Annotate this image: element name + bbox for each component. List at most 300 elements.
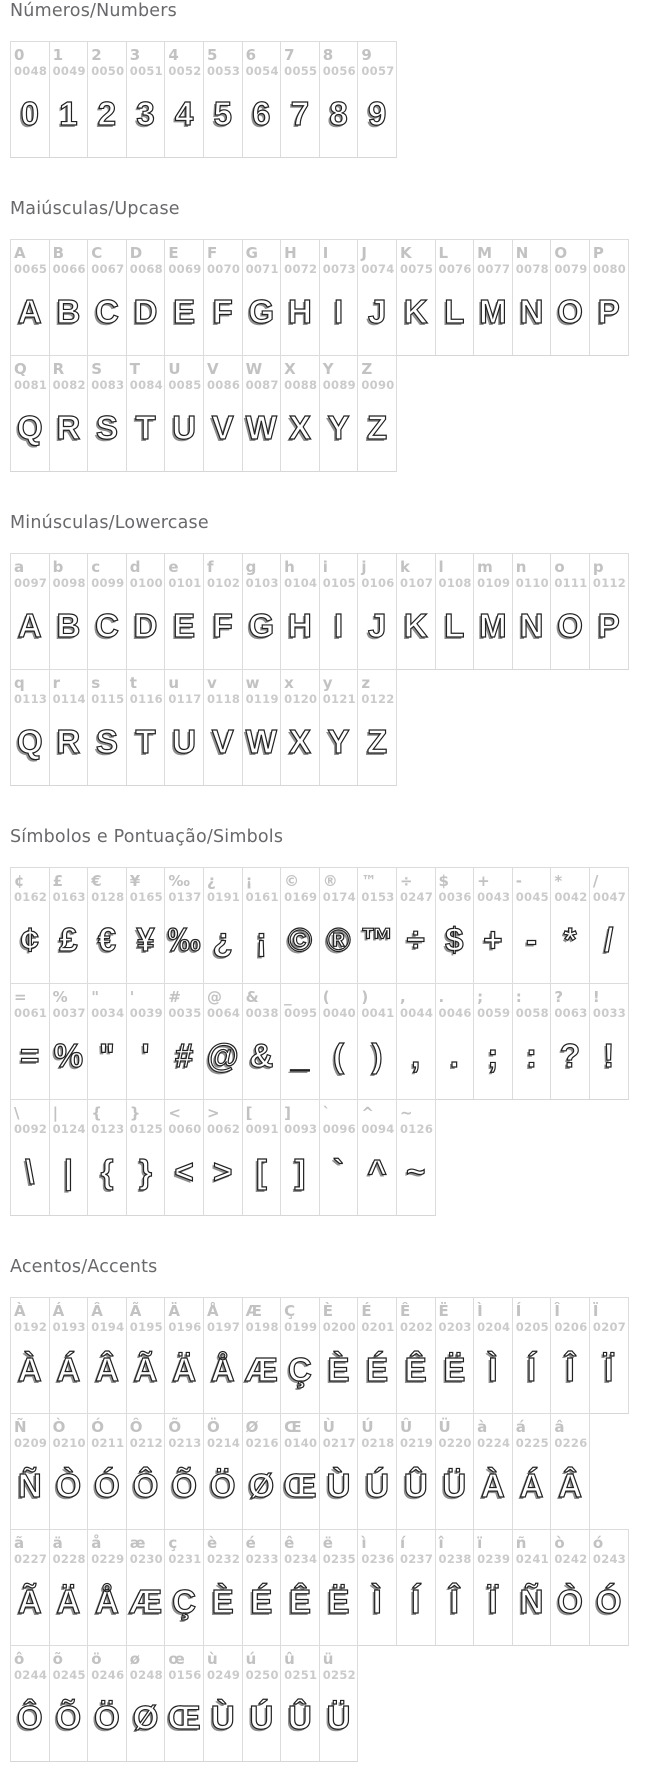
cell-unicode-code: 0035 — [168, 1006, 202, 1020]
cell-character-label: ñ — [515, 1534, 527, 1552]
cell-character-label: O — [554, 244, 568, 262]
cell-character-label: Ï — [592, 1302, 599, 1320]
cell-character-label: i — [322, 558, 328, 576]
cell-glyph-preview: 1 — [59, 95, 78, 132]
cell-unicode-code: 0051 — [129, 64, 163, 78]
cell-glyph-preview: ! — [603, 1037, 615, 1074]
cell-character-label: ê — [284, 1534, 295, 1552]
character-cell — [242, 1298, 281, 1413]
character-row — [10, 1297, 629, 1414]
cell-character-label: a — [14, 558, 25, 576]
cell-glyph-preview: O — [557, 293, 583, 330]
cell-unicode-code: 0074 — [361, 262, 395, 276]
cell-unicode-code: 0234 — [284, 1552, 318, 1566]
cell-character-label: ¿ — [206, 872, 216, 890]
character-cell — [396, 554, 435, 669]
character-cell — [11, 984, 49, 1099]
cell-glyph-preview: L — [444, 293, 465, 330]
character-cell — [203, 984, 242, 1099]
cell-unicode-code: 0241 — [515, 1552, 549, 1566]
cell-character-label: Ô — [129, 1418, 143, 1436]
cell-glyph-preview: % — [53, 1037, 84, 1074]
character-cell — [87, 868, 126, 983]
cell-character-label: b — [52, 558, 64, 576]
character-cell — [512, 1530, 551, 1645]
cell-unicode-code: 0061 — [14, 1006, 48, 1020]
cell-unicode-code: 0156 — [168, 1668, 202, 1682]
cell-unicode-code: 0067 — [91, 262, 125, 276]
cell-glyph-preview: Ó — [595, 1583, 622, 1620]
cell-glyph-preview: F — [212, 607, 233, 644]
character-cell — [280, 984, 319, 1099]
character-cell — [11, 1646, 49, 1761]
character-cell — [396, 1414, 435, 1529]
cell-character-label: Å — [206, 1302, 219, 1320]
cell-unicode-code: 0049 — [52, 64, 86, 78]
cell-glyph-preview: ¥ — [136, 921, 155, 958]
character-row — [10, 983, 629, 1100]
character-row — [10, 239, 629, 356]
character-cell — [87, 1530, 126, 1645]
cell-unicode-code: 0235 — [322, 1552, 356, 1566]
cell-character-label: é — [245, 1534, 256, 1552]
character-cell — [512, 984, 551, 1099]
cell-unicode-code: 0080 — [592, 262, 627, 276]
cell-unicode-code: 0212 — [129, 1436, 163, 1450]
cell-glyph-preview: Î — [449, 1583, 459, 1620]
cell-unicode-code: 0093 — [284, 1122, 318, 1136]
cell-glyph-preview: Â — [95, 1351, 119, 1388]
cell-character-label: £ — [52, 872, 64, 890]
cell-character-label: 8 — [322, 46, 334, 64]
cell-unicode-code: 0111 — [554, 576, 588, 590]
cell-glyph-preview: P — [597, 607, 620, 644]
cell-character-label: . — [438, 988, 445, 1006]
cell-character-label: ø — [129, 1650, 141, 1668]
cell-character-label: è — [206, 1534, 218, 1552]
cell-glyph-preview: X — [288, 409, 311, 446]
cell-character-label: î — [438, 1534, 444, 1552]
cell-glyph-preview: Ì — [372, 1583, 382, 1620]
cell-unicode-code: 0039 — [129, 1006, 163, 1020]
cell-unicode-code: 0082 — [52, 378, 86, 392]
character-cell — [280, 1100, 319, 1215]
section-lowercase — [10, 471, 661, 786]
cell-character-label: S — [91, 360, 102, 378]
cell-unicode-code: 0246 — [91, 1668, 125, 1682]
cell-unicode-code: 0119 — [245, 692, 279, 706]
character-cell — [550, 1530, 589, 1645]
cell-character-label: , — [399, 988, 406, 1006]
character-row — [10, 1099, 436, 1216]
character-grid — [10, 867, 661, 1216]
cell-unicode-code: 0084 — [129, 378, 163, 392]
cell-glyph-preview: Q — [16, 409, 43, 446]
cell-unicode-code: 0200 — [322, 1320, 356, 1334]
character-cell — [280, 868, 319, 983]
cell-unicode-code: 0103 — [245, 576, 279, 590]
cell-character-label: 0 — [14, 46, 25, 64]
character-cell — [319, 554, 358, 669]
cell-character-label: ï — [477, 1534, 483, 1552]
section-title: Minúsculas/Lowercase — [10, 513, 209, 533]
cell-unicode-code: 0122 — [361, 692, 395, 706]
cell-character-label: y — [322, 674, 333, 692]
character-cell — [357, 356, 396, 471]
character-cell — [280, 554, 319, 669]
cell-glyph-preview: , — [411, 1037, 421, 1074]
cell-glyph-preview: ' — [141, 1037, 150, 1074]
cell-unicode-code: 0225 — [515, 1436, 549, 1450]
cell-character-label: x — [284, 674, 294, 692]
cell-character-label: Ü — [438, 1418, 451, 1436]
character-cell — [357, 554, 396, 669]
cell-glyph-preview: È — [211, 1583, 234, 1620]
cell-character-label: W — [245, 360, 263, 378]
cell-character-label: û — [284, 1650, 295, 1668]
cell-unicode-code: 0112 — [592, 576, 627, 590]
cell-character-label: œ — [168, 1650, 185, 1668]
cell-glyph-preview: $ — [445, 921, 464, 958]
character-cell — [203, 356, 242, 471]
cell-unicode-code: 0076 — [438, 262, 472, 276]
cell-glyph-preview: Ê — [404, 1351, 427, 1388]
character-cell — [550, 240, 589, 355]
cell-glyph-preview: } — [139, 1153, 152, 1190]
cell-glyph-preview: T — [135, 723, 156, 760]
cell-glyph-preview: L — [444, 607, 465, 644]
character-cell — [396, 240, 435, 355]
cell-glyph-preview: + — [483, 921, 503, 958]
character-cell — [435, 984, 474, 1099]
cell-glyph-preview: Æ — [129, 1583, 163, 1620]
cell-character-label: z — [361, 674, 371, 692]
cell-unicode-code: 0081 — [14, 378, 48, 392]
cell-unicode-code: 0220 — [438, 1436, 472, 1450]
cell-unicode-code: 0059 — [477, 1006, 511, 1020]
cell-character-label: 5 — [206, 46, 218, 64]
cell-character-label: Ä — [168, 1302, 180, 1320]
character-cell — [396, 1298, 435, 1413]
cell-character-label: " — [91, 988, 100, 1006]
cell-character-label: > — [206, 1104, 220, 1122]
cell-glyph-preview: [ — [255, 1153, 267, 1190]
cell-glyph-preview: Ú — [249, 1699, 274, 1736]
cell-glyph-preview: ` — [333, 1153, 345, 1190]
cell-character-label: u — [168, 674, 180, 692]
cell-character-label: È — [322, 1302, 333, 1320]
character-cell — [473, 1414, 512, 1529]
character-cell — [357, 1530, 396, 1645]
character-cell — [473, 240, 512, 355]
cell-character-label: J — [361, 244, 367, 262]
cell-character-label: C — [91, 244, 103, 262]
character-cell — [126, 1646, 165, 1761]
character-cell — [164, 356, 203, 471]
cell-glyph-preview: . — [449, 1037, 459, 1074]
cell-glyph-preview: Q — [16, 723, 43, 760]
character-cell — [164, 1530, 203, 1645]
cell-unicode-code: 0228 — [52, 1552, 86, 1566]
cell-character-label: ) — [361, 988, 369, 1006]
cell-unicode-code: 0116 — [129, 692, 163, 706]
cell-glyph-preview: Ú — [365, 1467, 390, 1504]
character-cell — [589, 240, 628, 355]
character-cell — [11, 356, 49, 471]
cell-character-label: E — [168, 244, 179, 262]
cell-character-label: m — [477, 558, 493, 576]
cell-unicode-code: 0102 — [206, 576, 241, 590]
cell-character-label: Á — [52, 1302, 65, 1320]
cell-glyph-preview: Å — [95, 1583, 119, 1620]
cell-unicode-code: 0124 — [52, 1122, 86, 1136]
character-cell — [126, 1414, 165, 1529]
character-cell — [164, 554, 203, 669]
cell-unicode-code: 0174 — [322, 890, 356, 904]
cell-unicode-code: 0079 — [554, 262, 588, 276]
cell-glyph-preview: Ö — [94, 1699, 120, 1736]
cell-glyph-preview: É — [366, 1351, 389, 1388]
character-cell — [49, 1646, 88, 1761]
character-cell — [87, 356, 126, 471]
cell-unicode-code: 0252 — [322, 1668, 356, 1682]
cell-character-label: ; — [477, 988, 484, 1006]
cell-unicode-code: 0227 — [14, 1552, 48, 1566]
character-cell — [126, 356, 165, 471]
cell-unicode-code: 0090 — [361, 378, 395, 392]
character-cell — [512, 1298, 551, 1413]
cell-unicode-code: 0052 — [168, 64, 202, 78]
cell-unicode-code: 0193 — [52, 1320, 86, 1334]
cell-character-label: æ — [129, 1534, 146, 1552]
cell-unicode-code: 0118 — [206, 692, 241, 706]
character-cell — [126, 42, 165, 157]
cell-glyph-preview: Æ — [244, 1351, 278, 1388]
cell-glyph-preview: { — [100, 1153, 114, 1190]
cell-character-label: Æ — [245, 1302, 262, 1320]
character-cell — [319, 984, 358, 1099]
sections-container — [10, 0, 661, 1762]
cell-glyph-preview: ™ — [360, 921, 394, 958]
cell-unicode-code: 0153 — [361, 890, 395, 904]
cell-glyph-preview: < — [174, 1153, 194, 1190]
character-cell — [242, 1646, 281, 1761]
cell-unicode-code: 0196 — [168, 1320, 202, 1334]
character-cell — [49, 984, 88, 1099]
cell-glyph-preview: D — [133, 607, 158, 644]
cell-unicode-code: 0192 — [14, 1320, 48, 1334]
character-cell — [280, 356, 319, 471]
cell-character-label: 6 — [245, 46, 256, 64]
cell-glyph-preview: " — [99, 1037, 115, 1074]
cell-glyph-preview: - — [526, 921, 538, 958]
cell-unicode-code: 0238 — [438, 1552, 472, 1566]
cell-unicode-code: 0199 — [284, 1320, 318, 1334]
cell-character-label: á — [515, 1418, 526, 1436]
cell-character-label: Y — [322, 360, 334, 378]
cell-character-label: 3 — [129, 46, 141, 64]
cell-character-label: g — [245, 558, 257, 576]
cell-unicode-code: 0209 — [14, 1436, 48, 1450]
cell-glyph-preview: B — [56, 293, 81, 330]
cell-character-label: M — [477, 244, 493, 262]
cell-character-label: ' — [129, 988, 135, 1006]
character-cell — [126, 1298, 165, 1413]
cell-glyph-preview: C — [95, 293, 119, 330]
cell-character-label: \ — [14, 1104, 20, 1122]
cell-glyph-preview: M — [479, 607, 507, 644]
character-cell — [473, 868, 512, 983]
cell-glyph-preview: ^ — [367, 1153, 387, 1190]
character-row — [10, 867, 629, 984]
character-cell — [49, 1414, 88, 1529]
cell-unicode-code: 0250 — [245, 1668, 279, 1682]
cell-character-label: ¢ — [14, 872, 25, 890]
cell-glyph-preview: S — [95, 409, 118, 446]
cell-unicode-code: 0101 — [168, 576, 202, 590]
cell-unicode-code: 0110 — [515, 576, 549, 590]
character-cell — [87, 240, 126, 355]
character-cell — [126, 1100, 165, 1215]
cell-unicode-code: 0077 — [477, 262, 511, 276]
character-cell — [319, 868, 358, 983]
character-grid — [10, 1297, 661, 1762]
cell-glyph-preview: Œ — [283, 1467, 317, 1504]
cell-glyph-preview: ? — [560, 1037, 581, 1074]
character-cell — [512, 554, 551, 669]
cell-glyph-preview: ® — [326, 921, 351, 958]
cell-glyph-preview: Å — [210, 1351, 235, 1388]
cell-glyph-preview: J — [367, 607, 387, 644]
character-cell — [203, 1100, 242, 1215]
section-upcase — [10, 157, 661, 472]
cell-unicode-code: 0211 — [91, 1436, 125, 1450]
cell-unicode-code: 0062 — [206, 1122, 241, 1136]
cell-glyph-preview: R — [56, 723, 81, 760]
cell-unicode-code: 0224 — [477, 1436, 511, 1450]
character-cell — [164, 1298, 203, 1413]
cell-glyph-preview: ÷ — [406, 921, 425, 958]
cell-character-label: 7 — [284, 46, 295, 64]
character-cell — [87, 42, 126, 157]
character-cell — [49, 868, 88, 983]
cell-glyph-preview: E — [173, 293, 196, 330]
cell-glyph-preview: Ã — [17, 1583, 42, 1620]
cell-unicode-code: 0169 — [284, 890, 318, 904]
cell-character-label: ó — [592, 1534, 604, 1552]
character-cell — [11, 240, 49, 355]
cell-unicode-code: 0075 — [399, 262, 434, 276]
cell-unicode-code: 0087 — [245, 378, 279, 392]
cell-character-label: : — [515, 988, 522, 1006]
cell-glyph-preview: M — [479, 293, 507, 330]
character-cell — [357, 1414, 396, 1529]
cell-glyph-preview: A — [17, 607, 42, 644]
cell-glyph-preview: Á — [519, 1467, 544, 1504]
cell-unicode-code: 0198 — [245, 1320, 279, 1334]
character-cell — [512, 240, 551, 355]
character-cell — [203, 554, 242, 669]
cell-glyph-preview: ¡ — [255, 921, 267, 958]
cell-glyph-preview: & — [249, 1037, 274, 1074]
character-cell — [242, 670, 281, 785]
cell-unicode-code: 0036 — [438, 890, 472, 904]
character-grid — [10, 553, 661, 786]
cell-character-label: ä — [52, 1534, 63, 1552]
cell-unicode-code: 0121 — [322, 692, 356, 706]
character-row — [10, 41, 397, 158]
cell-character-label: n — [515, 558, 527, 576]
cell-character-label: 1 — [52, 46, 64, 64]
cell-character-label: Z — [361, 360, 373, 378]
cell-glyph-preview: ¿ — [212, 921, 233, 958]
cell-character-label: | — [52, 1104, 59, 1122]
character-cell — [164, 670, 203, 785]
cell-glyph-preview: Ø — [132, 1699, 159, 1736]
character-cell — [435, 240, 474, 355]
character-cell — [242, 868, 281, 983]
cell-unicode-code: 0123 — [91, 1122, 125, 1136]
character-cell — [357, 42, 396, 157]
cell-character-label: ì — [361, 1534, 367, 1552]
cell-character-label: Ö — [206, 1418, 220, 1436]
cell-unicode-code: 0071 — [245, 262, 279, 276]
cell-unicode-code: 0042 — [554, 890, 588, 904]
cell-glyph-preview: 2 — [97, 95, 117, 132]
cell-character-label: à — [477, 1418, 488, 1436]
cell-character-label: L — [438, 244, 449, 262]
cell-unicode-code: 0232 — [206, 1552, 241, 1566]
cell-character-label: p — [592, 558, 604, 576]
cell-character-label: * — [554, 872, 563, 890]
cell-glyph-preview: F — [212, 293, 233, 330]
cell-character-label: & — [245, 988, 259, 1006]
cell-unicode-code: 0053 — [206, 64, 241, 78]
cell-glyph-preview: W — [245, 723, 277, 760]
cell-unicode-code: 0204 — [477, 1320, 511, 1334]
cell-unicode-code: 0048 — [14, 64, 48, 78]
cell-unicode-code: 0236 — [361, 1552, 395, 1566]
cell-character-label: d — [129, 558, 141, 576]
cell-character-label: T — [129, 360, 141, 378]
cell-character-label: t — [129, 674, 137, 692]
cell-unicode-code: 0125 — [129, 1122, 163, 1136]
cell-character-label: [ — [245, 1104, 253, 1122]
character-cell — [473, 1530, 512, 1645]
cell-character-label: ¡ — [245, 872, 253, 890]
cell-unicode-code: 0099 — [91, 576, 125, 590]
cell-character-label: ` — [322, 1104, 331, 1122]
cell-unicode-code: 0096 — [322, 1122, 356, 1136]
cell-glyph-preview: S — [95, 723, 118, 760]
section-title: Acentos/Accents — [10, 1257, 158, 1277]
character-cell — [550, 984, 589, 1099]
character-cell — [11, 868, 49, 983]
cell-glyph-preview: * — [563, 921, 577, 958]
cell-character-label: Î — [554, 1302, 560, 1320]
cell-character-label: ù — [206, 1650, 218, 1668]
character-cell — [435, 1530, 474, 1645]
character-cell — [87, 984, 126, 1099]
cell-glyph-preview: À — [481, 1467, 505, 1504]
cell-glyph-preview: N — [519, 607, 544, 644]
character-cell — [203, 1298, 242, 1413]
character-cell — [242, 984, 281, 1099]
cell-character-label: ô — [14, 1650, 25, 1668]
character-cell — [87, 1298, 126, 1413]
cell-character-label: ™ — [361, 872, 377, 890]
cell-unicode-code: 0197 — [206, 1320, 241, 1334]
